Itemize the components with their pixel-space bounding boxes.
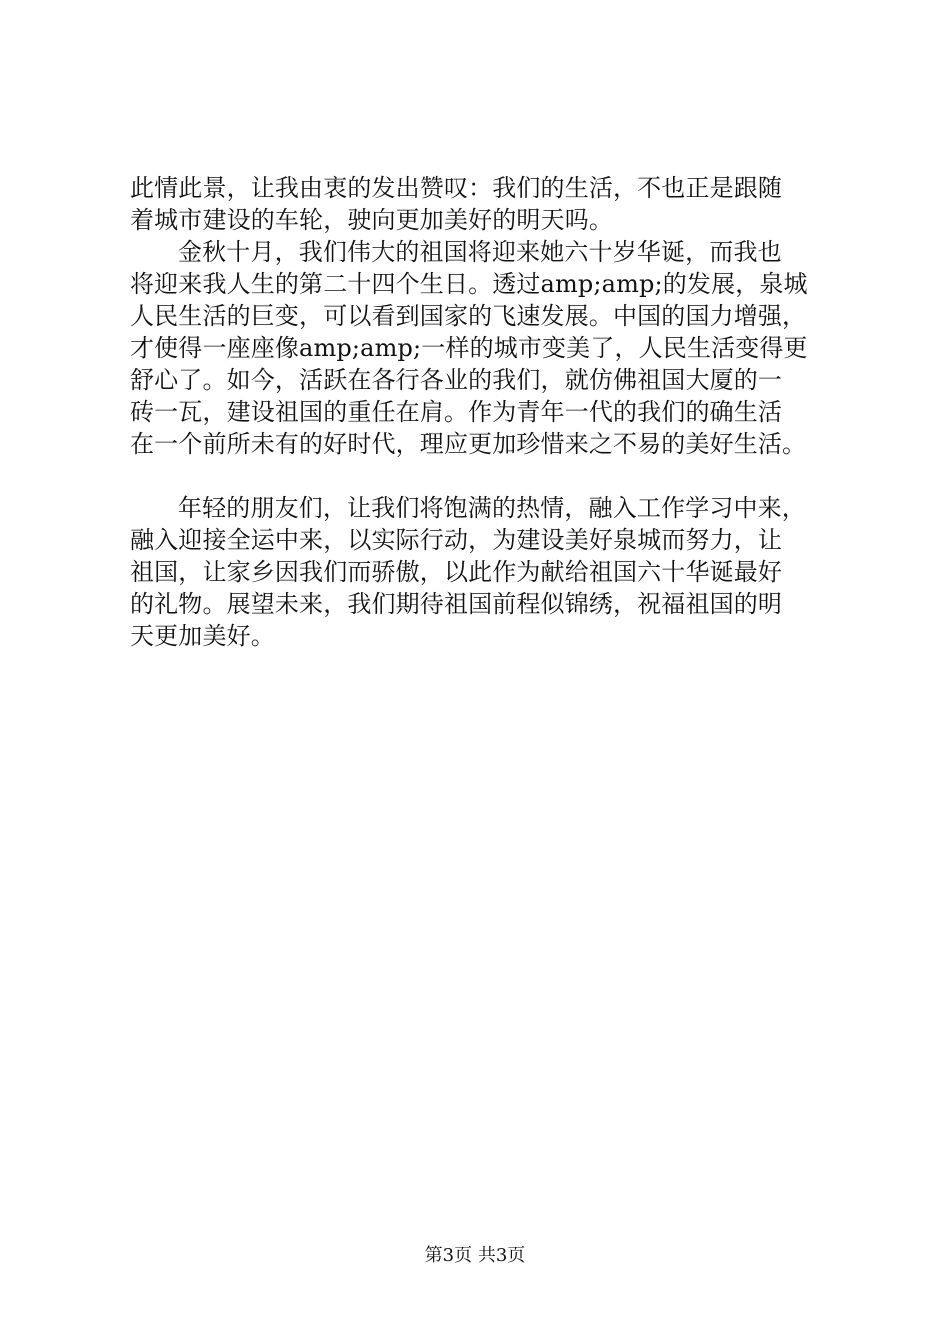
paragraph-line: 人民生活的巨变，可以看到国家的飞速发展。中国的国力增强， [130, 302, 807, 330]
paragraph-line: 舒心了。如今，活跃在各行各业的我们，就仿佛祖国大厦的一 [130, 366, 783, 394]
paragraph-2 [130, 236, 846, 460]
page-footer [0, 1244, 950, 1268]
paragraph-line: 才使得一座座像amp;amp;一样的城市变美了，人民生活变得更 [130, 334, 808, 362]
paragraph-line: 祖国，让家乡因我们而骄傲，以此作为献给祖国六十华诞最好 [130, 558, 783, 586]
paragraph-line: 砖一瓦，建设祖国的重任在肩。作为青年一代的我们的确生活 [130, 398, 783, 426]
paragraph-line: 此情此景，让我由衷的发出赞叹：我们的生活，不也正是跟随 [130, 174, 783, 202]
paragraph-3 [130, 492, 846, 652]
paragraph-line: 金秋十月，我们伟大的祖国将迎来她六十岁华诞，而我也 [178, 238, 782, 266]
paragraph-line: 年轻的朋友们，让我们将饱满的热情，融入工作学习中来， [178, 494, 806, 522]
paragraph-line: 在一个前所未有的好时代，理应更加珍惜来之不易的美好生活。 [130, 430, 807, 458]
document-body [130, 172, 846, 652]
paragraph-1 [130, 172, 846, 236]
paragraph-line: 天更加美好。 [130, 622, 275, 650]
paragraph-line: 将迎来我人生的第二十四个生日。透过amp;amp;的发展，泉城 [130, 270, 808, 298]
page-number-label: 第3页 共3页 [424, 1245, 526, 1266]
paragraph-line: 着城市建设的车轮，驶向更加美好的明天吗。 [130, 206, 613, 234]
paragraph-line: 融入迎接全运中来，以实际行动，为建设美好泉城而努力，让 [130, 526, 783, 554]
paragraph-line: 的礼物。展望未来，我们期待祖国前程似锦绣，祝福祖国的明 [130, 590, 783, 618]
paragraph-spacer [130, 460, 846, 492]
